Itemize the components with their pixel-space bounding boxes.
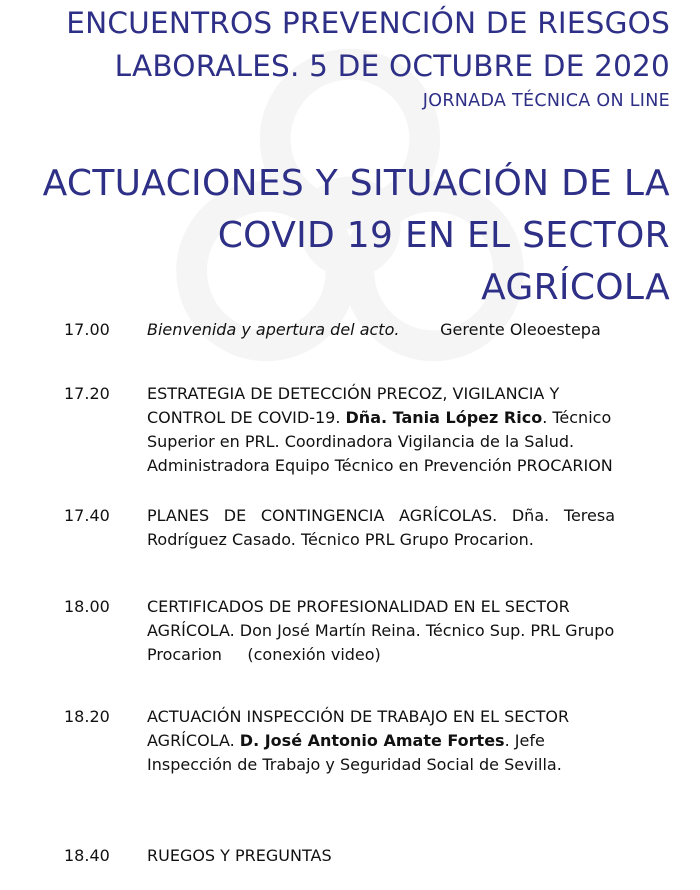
- title-line2: COVID 19 EN EL SECTOR: [217, 215, 670, 256]
- agenda-time: 18.20: [64, 707, 110, 726]
- agenda-item-description: [147, 595, 615, 667]
- agenda-item-speaker: Gerente Oleoestepa: [440, 320, 601, 339]
- agenda-item-description: [147, 318, 615, 342]
- agenda-item-description: PLANES DE CONTINGENCIA AGRÍCOLAS. Dña. Teresa Rodríguez Casado. Técnico PRL Grupo Procarion.: [147, 506, 615, 549]
- agenda-item-speaker: Dña. Tania López Rico: [345, 408, 543, 427]
- agenda-item-description: RUEGOS Y PREGUNTAS: [147, 846, 332, 865]
- agenda-item-title: ACTUACIÓN INSPECCIÓN DE TRABAJO EN EL SECTOR AGRÍCOLA.: [147, 707, 570, 750]
- event-subtitle: JORNADA TÉCNICA ON LINE: [422, 91, 670, 111]
- agenda-item-details: . Técnico Superior en PRL. Coordinadora Vigilancia de la Salud. Administradora Equipo Técnico en Prevención PROCARION: [147, 408, 613, 475]
- event-title-line1: ENCUENTROS PREVENCIÓN DE RIESGOS: [66, 6, 670, 40]
- agenda-time: 17.20: [64, 384, 110, 403]
- agenda-item-title: Bienvenida y apertura del acto.: [147, 320, 400, 339]
- agenda-item-description: [147, 382, 615, 478]
- agenda-time: 18.40: [64, 846, 110, 865]
- agenda-item-details: . Jefe Inspección de Trabajo y Seguridad Social de Sevilla.: [147, 731, 562, 774]
- agenda-time: 18.00: [64, 597, 110, 616]
- agenda-time: 17.40: [64, 506, 110, 525]
- agenda-item-title: ESTRATEGIA DE DETECCIÓN PRECOZ, VIGILANCIA Y CONTROL DE COVID-19.: [147, 384, 560, 427]
- title-line3: AGRÍCOLA: [481, 267, 670, 308]
- agenda-item-description: [147, 705, 615, 777]
- agenda-item-title: CERTIFICADOS DE PROFESIONALIDAD EN EL SECTOR AGRÍCOLA. Don José Martín Reina. Técnico Sup. PRL Grupo Procarion: [147, 597, 615, 664]
- agenda-time: 17.00: [64, 320, 110, 339]
- title-line1: ACTUACIONES Y SITUACIÓN DE LA: [42, 163, 670, 204]
- agenda-item-speaker: D. José Antonio Amate Fortes: [239, 731, 505, 750]
- agenda-item-note: (conexión video): [247, 645, 381, 664]
- event-title-line2: LABORALES. 5 DE OCTUBRE DE 2020: [114, 49, 670, 83]
